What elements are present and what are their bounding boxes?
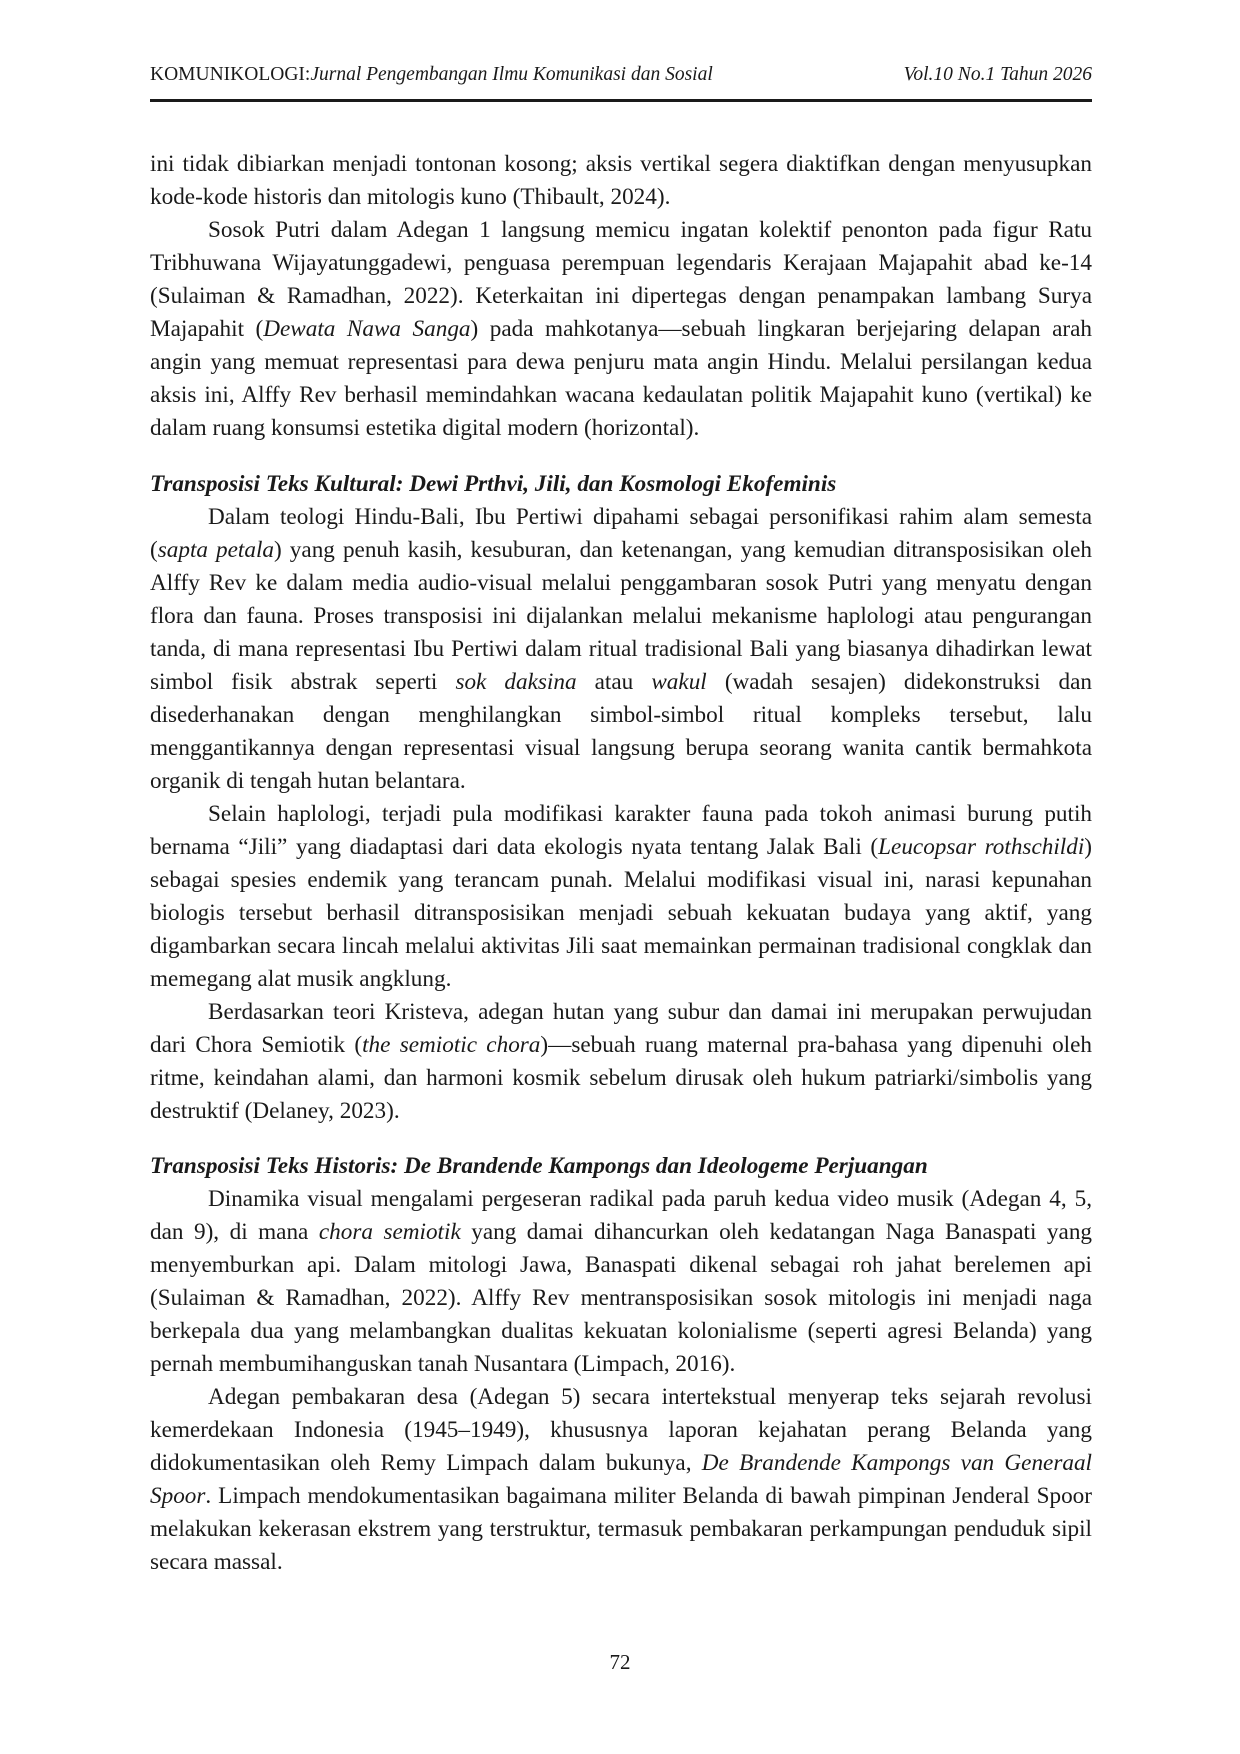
paragraph-haplologi: Selain haplologi, terjadi pula modifikasi karakter fauna pada tokoh animasi burung putih bernama “Jili” yang diadaptasi dari data ekologis nyata tentang Jalak Bali (Leucopsar rothschildi) sebagai spesies endemik yang terancam punah. Melalui modifikasi visual ini, narasi kepunahan biologis tersebut berhasil ditransposisikan menjadi sebuah kekuatan budaya yang aktif, yang digambarkan secara lincah melalui aktivitas Jili saat memainkan permainan tradisional congklak dan memegang alat musik angklung.: [150, 801, 1092, 992]
paragraph-pembakaran: Adegan pembakaran desa (Adegan 5) secara intertekstual menyerap teks sejarah revolusi kemerdekaan Indonesia (1945–1949), khususnya laporan kejahatan perang Belanda yang didokumentasikan oleh Remy Limpach dalam bukunya, De Brandende Kampongs van Generaal Spoor. Limpach mendokumentasikan bagaimana militer Belanda di bawah pimpinan Jenderal Spoor melakukan kekerasan ekstrem yang terstruktur, termasuk pembakaran perkampungan penduduk sipil secara massal.: [150, 1384, 1092, 1575]
paragraph-teologi: Dalam teologi Hindu-Bali, Ibu Pertiwi dipahami sebagai personifikasi rahim alam semesta (sapta petala) yang penuh kasih, kesuburan, dan ketenangan, yang kemudian ditransposisikan oleh Alffy Rev ke dalam media audio-visual melalui penggambaran sosok Putri yang menyatu dengan flora dan fauna. Proses transposisi ini dijalankan melalui mekanisme haplologi atau pengurangan tanda, di mana representasi Ibu Pertiwi dalam ritual tradisional Bali yang biasanya dihadirkan lewat simbol fisik abstrak seperti sok daksina atau wakul (wadah sesajen) didekonstruksi dan disederhanakan dengan menghilangkan simbol-simbol ritual kompleks tersebut, lalu menggantikannya dengan representasi visual langsung berupa seorang wanita cantik bermahkota organik di tengah hutan belantara.: [150, 504, 1092, 794]
volume-info: Vol.10 No.1 Tahun 2026: [903, 64, 1092, 85]
paragraph-kristeva: Berdasarkan teori Kristeva, adegan hutan yang subur dan damai ini merupakan perwujudan dari Chora Semiotik (the semiotic chora)—sebuah ruang maternal pra-bahasa yang dipenuhi oleh ritme, keindahan alami, dan harmoni kosmik sebelum dirusak oleh hukum patriarki/simbolis yang destruktif (Delaney, 2023).: [150, 999, 1092, 1124]
body-text: [150, 148, 1092, 1579]
running-header: [150, 64, 1092, 94]
page-number: 72: [609, 1650, 631, 1674]
paragraph-sosok-putri: Sosok Putri dalam Adegan 1 langsung memicu ingatan kolektif penonton pada figur Ratu Tribhuwana Wijayatunggadewi, penguasa perempuan legendaris Kerajaan Majapahit abad ke-14 (Sulaiman & Ramadhan, 2022). Keterkaitan ini dipertegas dengan penampakan lambang Surya Majapahit (Dewata Nawa Sanga) pada mahkotanya—sebuah lingkaran berjejaring delapan arah angin yang memuat representasi para dewa penjuru mata angin Hindu. Melalui persilangan kedua aksis ini, Alffy Rev berhasil memindahkan wacana kedaulatan politik Majapahit kuno (vertikal) ke dalam ruang konsumsi estetika digital modern (horizontal).: [150, 217, 1092, 441]
journal-subtitle: Jurnal Pengembangan Ilmu Komunikasi dan Sosial: [310, 64, 713, 85]
journal-title: [150, 64, 713, 86]
header-rule: [150, 99, 1092, 102]
journal-name: KOMUNIKOLOGI:: [150, 64, 311, 85]
section-heading-historis: Transposisi Teks Historis: De Brandende Kampongs dan Ideologeme Perjuangan: [150, 1153, 928, 1179]
section-heading-kultural: Transposisi Teks Kultural: Dewi Prthvi, Jili, dan Kosmologi Ekofeminis: [150, 471, 837, 497]
paragraph-dinamika: Dinamika visual mengalami pergeseran radikal pada paruh kedua video musik (Adegan 4, 5, dan 9), di mana chora semiotik yang damai dihancurkan oleh kedatangan Naga Banaspati yang menyemburkan api. Dalam mitologi Jawa, Banaspati dikenal sebagai roh jahat berelemen api (Sulaiman & Ramadhan, 2022). Alffy Rev mentransposisikan sosok mitologis ini menjadi naga berkepala dua yang melambangkan dualitas kekuatan kolonialisme (seperti agresi Belanda) yang pernah membumihanguskan tanah Nusantara (Limpach, 2016).: [150, 1186, 1093, 1377]
paragraph-continuation: ini tidak dibiarkan menjadi tontonan kosong; aksis vertikal segera diaktifkan dengan menyusupkan kode-kode historis dan mitologis kuno (Thibault, 2024).: [150, 151, 1092, 210]
